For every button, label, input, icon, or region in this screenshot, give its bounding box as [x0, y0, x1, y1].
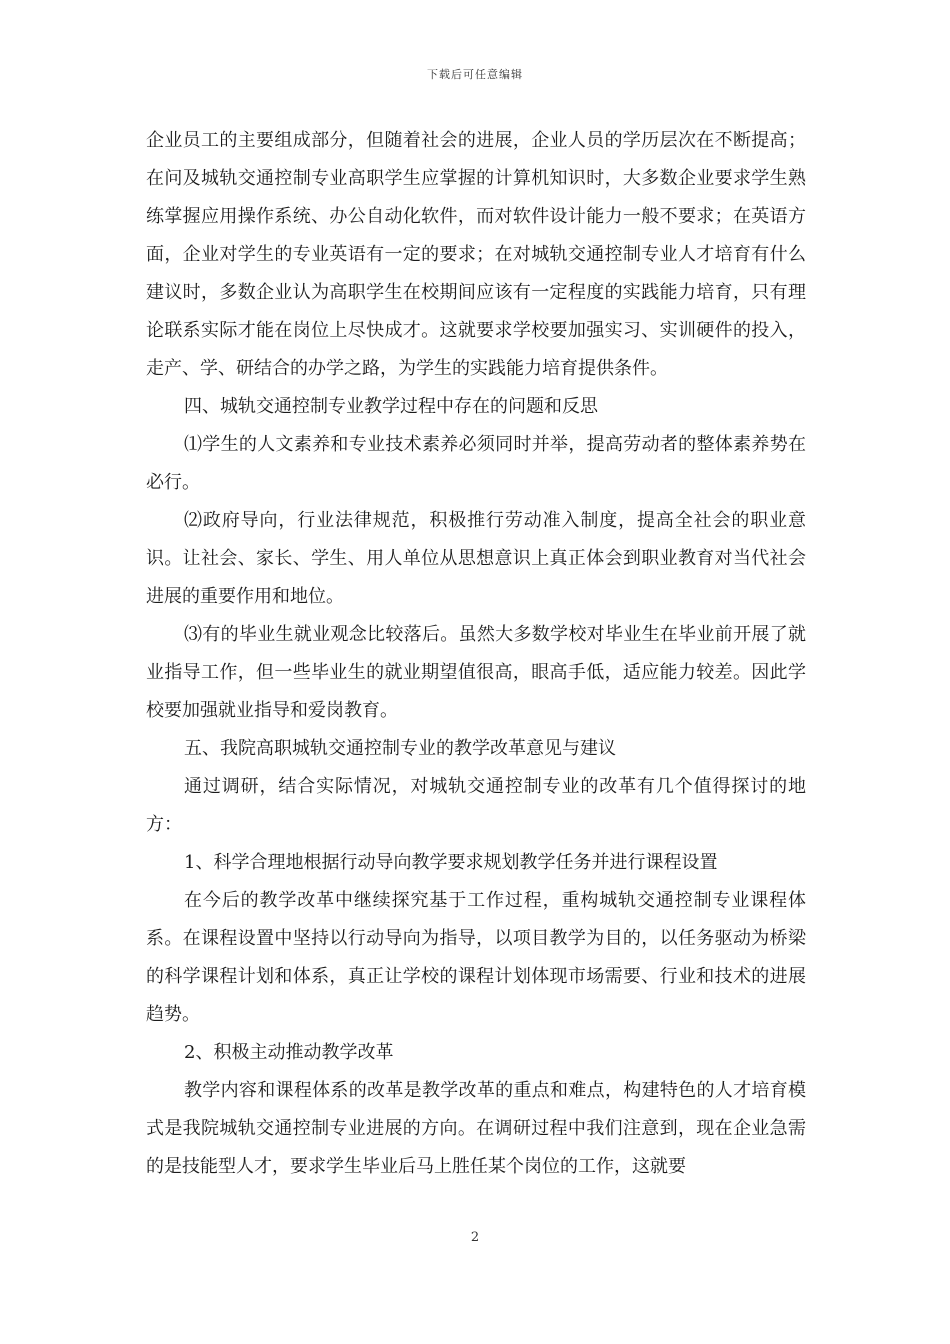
list-item-1: ⑴学生的人文素养和专业技术素养必须同时并举，提高劳动者的整体素养势在必行。: [146, 434, 806, 493]
document-body: [146, 122, 806, 1186]
paragraph-reform: 教学内容和课程体系的改革是教学改革的重点和难点，构建特色的人才培育模式是我院城轨交通控制专业进展的方向。在调研过程中我们注意到，现在企业急需的是技能型人才，要求学生毕业后马上胜任某个岗位的工作，这就要: [146, 1080, 806, 1177]
section-heading-5: 五、我院高职城轨交通控制专业的教学改革意见与建议: [184, 738, 616, 759]
page-header-note: 下载后可任意编辑: [427, 68, 523, 81]
paragraph-continued: 企业员工的主要组成部分，但随着社会的进展，企业人员的学历层次在不断提高；在问及城轨交通控制专业高职学生应掌握的计算机知识时，大多数企业要求学生熟练掌握应用操作系统、办公自动化软件，而对软件设计能力一般不要求；在英语方面，企业对学生的专业英语有一定的要求；在对城轨交通控制专业人才培育有什么建议时，多数企业认为高职学生在校期间应该有一定程度的实践能力培育，只有理论联系实际才能在岗位上尽快成才。这就要求学校要加强实习、实训硬件的投入，走产、学、研结合的办学之路，为学生的实践能力培育提供条件。: [146, 130, 806, 379]
list-item-3: ⑶有的毕业生就业观念比较落后。虽然大多数学校对毕业生在毕业前开展了就业指导工作，但一些毕业生的就业期望值很高，眼高手低，适应能力较差。因此学校要加强就业指导和爱岗教育。: [146, 624, 806, 721]
paragraph-intro: 通过调研，结合实际情况，对城轨交通控制专业的改革有几个值得探讨的地方：: [146, 776, 806, 835]
page-number: 2: [470, 1230, 480, 1245]
section-heading-4: 四、城轨交通控制专业教学过程中存在的问题和反思: [184, 396, 598, 417]
subheading-2: 2、积极主动推动教学改革: [184, 1042, 394, 1063]
list-item-2: ⑵政府导向，行业法律规范，积极推行劳动准入制度，提高全社会的职业意识。让社会、家长、学生、用人单位从思想意识上真正体会到职业教育对当代社会进展的重要作用和地位。: [146, 510, 806, 607]
subheading-1: 1、科学合理地根据行动导向教学要求规划教学任务并进行课程设置: [184, 852, 718, 873]
paragraph-curriculum: 在今后的教学改革中继续探究基于工作过程，重构城轨交通控制专业课程体系。在课程设置中坚持以行动导向为指导，以项目教学为目的，以任务驱动为桥梁的科学课程计划和体系，真正让学校的课程计划体现市场需要、行业和技术的进展趋势。: [146, 890, 806, 1025]
